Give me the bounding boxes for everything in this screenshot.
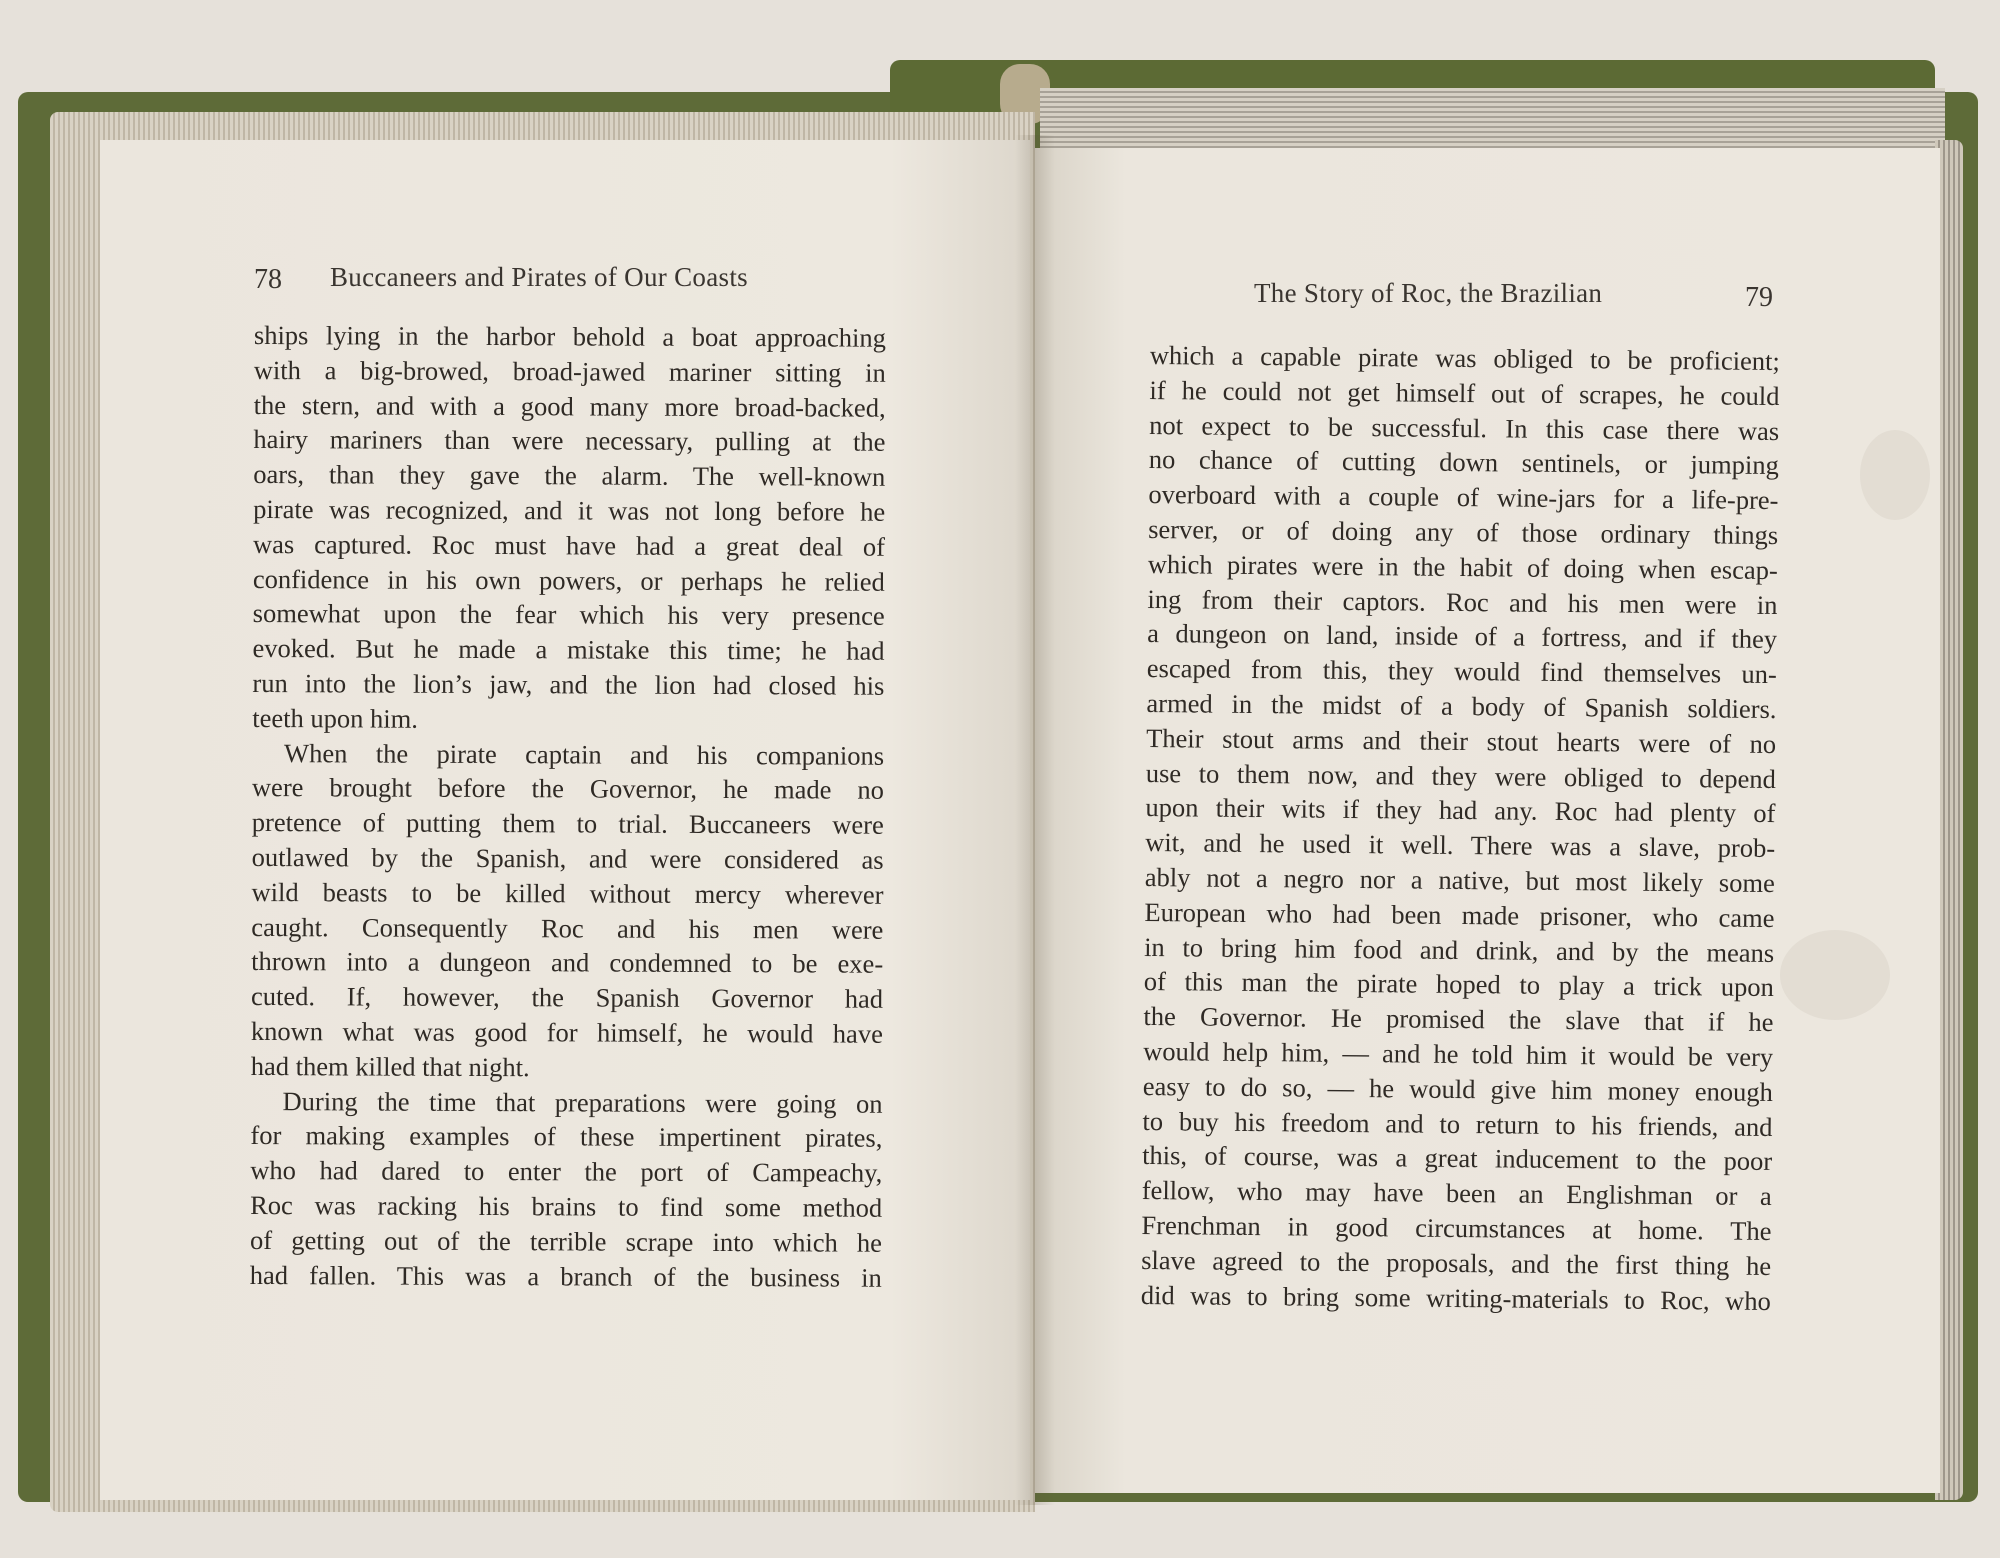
- page-stain: [1860, 430, 1930, 520]
- left-page-number: 78: [254, 264, 282, 295]
- text-line: of this man the pirate hoped to play a trick upon: [1143, 966, 1774, 1003]
- text-line: Roc was racking his brains to find some method: [250, 1189, 883, 1223]
- text-line: would help him, — and he told him it would be very: [1143, 1035, 1774, 1072]
- text-line: a dungeon on land, inside of a fortress, and if they: [1147, 618, 1778, 655]
- text-line: pretence of putting them to trial. Buccaneers were: [251, 807, 884, 840]
- text-line: hairy mariners than were necessary, pulling at the: [253, 424, 886, 458]
- text-line: the stern, and with a good many more broad-backed,: [253, 389, 886, 423]
- text-line: for making examples of these impertinent pirates,: [250, 1120, 883, 1154]
- text-line: the Governor. He promised the slave that if he: [1143, 1001, 1774, 1038]
- text-line: with a big-browed, broad-jawed mariner sitting in: [253, 354, 886, 388]
- text-line: in to bring him food and drink, and by the means: [1144, 931, 1775, 968]
- text-line: of getting out of the terrible scrape into which he: [249, 1224, 883, 1258]
- text-line: ships lying in the harbor behold a boat approaching: [253, 319, 886, 353]
- book-gutter: [1015, 135, 1055, 1505]
- text-line: had them killed that night.: [250, 1050, 530, 1082]
- text-line: Frenchman in good circumstances at home. The: [1141, 1209, 1772, 1246]
- text-line: if he could not get himself out of scrapes, he could: [1149, 374, 1780, 411]
- text-line: escaped from this, they would find themselves un-: [1146, 653, 1777, 690]
- text-line: run into the lion’s jaw, and the lion had closed his: [252, 667, 885, 701]
- text-line: oars, than they gave the alarm. The well-known: [253, 459, 886, 492]
- text-line: not expect to be successful. In this case there was: [1149, 409, 1780, 446]
- text-line: no chance of cutting down sentinels, or jumping: [1148, 444, 1779, 481]
- text-line: easy to do so, — he would give him money enough: [1142, 1070, 1773, 1107]
- text-line: upon their wits if they had any. Roc had plenty of: [1145, 792, 1776, 829]
- text-line: teeth upon him.: [252, 702, 418, 734]
- text-line: armed in the midst of a body of Spanish soldiers.: [1146, 687, 1777, 724]
- text-line: known what was good for himself, he would have: [250, 1015, 883, 1049]
- text-line: ably not a negro nor a native, but most likely some: [1144, 861, 1775, 898]
- text-line: overboard with a couple of wine-jars for a life-pre-: [1148, 479, 1779, 516]
- text-line: server, or of doing any of those ordinary things: [1148, 513, 1779, 551]
- right-page-body: [1141, 338, 1780, 1318]
- text-line: were brought before the Governor, he made no: [251, 772, 885, 806]
- right-page-stack-top-edges: [1040, 88, 1945, 150]
- text-line: wit, and he used it well. There was a slave, prob-: [1145, 827, 1776, 864]
- text-line: slave agreed to the proposals, and the first thing he: [1141, 1244, 1772, 1281]
- text-line: to buy his freedom and to return to his friends, and: [1142, 1105, 1773, 1142]
- text-line: pirate was recognized, and it was not long before he: [253, 493, 886, 527]
- left-running-head: Buccaneers and Pirates of Our Coasts: [330, 262, 748, 292]
- text-line: Their stout arms and their stout hearts were of no: [1146, 722, 1777, 759]
- page-stain: [1780, 930, 1890, 1020]
- text-line: fellow, who may have been an Englishman or a: [1141, 1175, 1772, 1212]
- text-line: evoked. But he made a mistake this time; he had: [252, 633, 885, 666]
- text-line: cuted. If, however, the Spanish Governor had: [250, 981, 884, 1014]
- text-line: somewhat upon the fear which his very presence: [252, 598, 885, 632]
- text-line: ing from their captors. Roc and his men were in: [1147, 583, 1778, 620]
- text-line: During the time that preparations were going on: [282, 1085, 883, 1119]
- text-line: was captured. Roc must have had a great deal of: [252, 528, 886, 562]
- text-line: had fallen. This was a branch of the business in: [249, 1259, 882, 1293]
- text-line: which a capable pirate was obliged to be proficient;: [1149, 339, 1780, 377]
- text-line: outlawed by the Spanish, and were considered as: [251, 841, 884, 875]
- text-line: use to them now, and they were obliged to depend: [1145, 757, 1776, 794]
- text-line: When the pirate captain and his companions: [284, 737, 885, 771]
- text-line: wild beasts to be killed without mercy wherever: [251, 876, 884, 910]
- text-line: which pirates were in the habit of doing when escap-: [1147, 548, 1778, 585]
- right-page-number: 79: [1745, 282, 1773, 313]
- text-line: European who had been made prisoner, who came: [1144, 896, 1775, 933]
- text-line: this, of course, was a great inducement to the poor: [1142, 1140, 1773, 1177]
- right-running-head: The Story of Roc, the Brazilian: [1254, 278, 1603, 308]
- text-line: who had dared to enter the port of Campeachy,: [250, 1155, 883, 1188]
- left-page-body: [250, 318, 886, 1295]
- text-line: thrown into a dungeon and condemned to be exe-: [251, 946, 884, 980]
- text-line: did was to bring some writing-materials to Roc, who: [1140, 1279, 1771, 1316]
- text-line: confidence in his own powers, or perhaps he relied: [252, 563, 885, 597]
- text-line: caught. Consequently Roc and his men were: [251, 911, 884, 945]
